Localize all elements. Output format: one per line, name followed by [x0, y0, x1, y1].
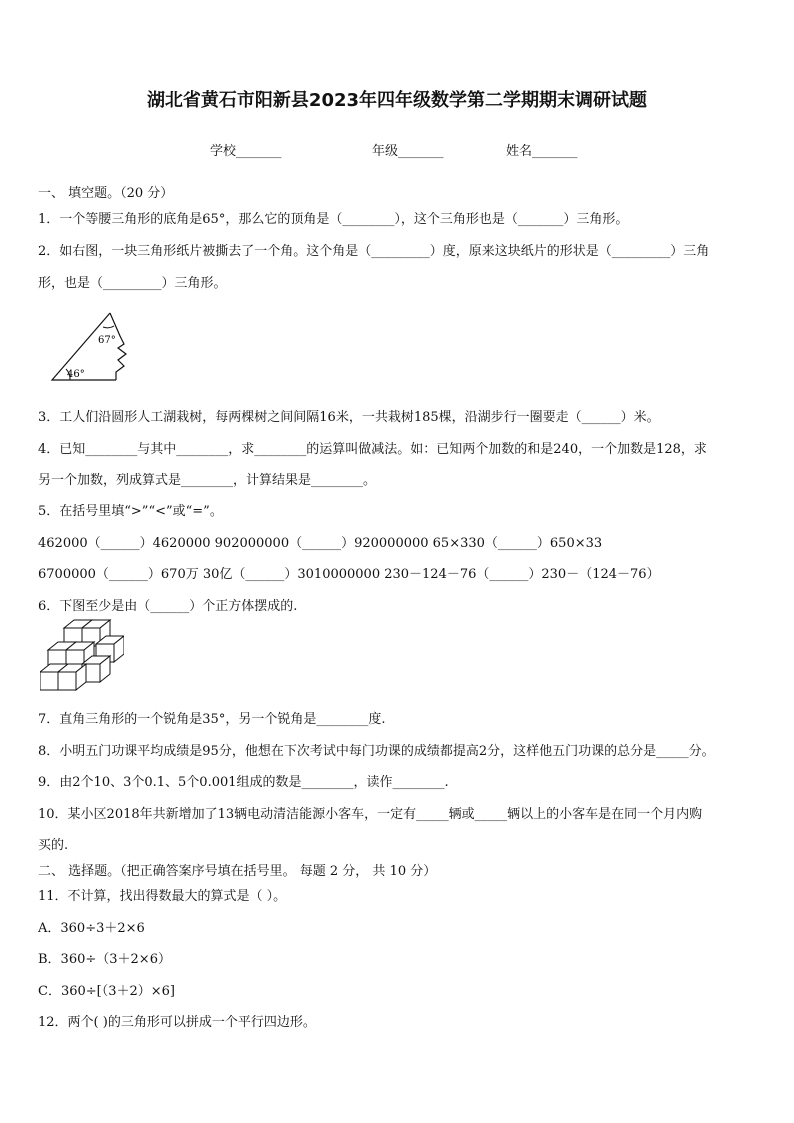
section-2-header: 二、 选择题。（把正确答案序号填在括号里。 每题 2 分， 共 10 分）	[38, 864, 437, 879]
question-11-option-a: A．360÷3＋2×6	[38, 921, 145, 936]
question-4-line-1: 4．已知________与其中________，求________的运算叫做减法。如：已知两个加数的和是240，一个加数是128，求	[38, 442, 707, 457]
question-6: 6．下图至少是由（______）个正方体摆成的.	[38, 599, 298, 614]
angle-46-label: 46°	[67, 369, 85, 380]
page-title: 湖北省黄石市阳新县2023年四年级数学第二学期期末调研试题	[146, 90, 648, 111]
question-11: 11．不计算，找出得数最大的算式是（ ）。	[38, 889, 287, 904]
school-field[interactable]: 学校_______	[210, 144, 282, 159]
cube-stack-figure	[40, 618, 124, 696]
question-1: 1．一个等腰三角形的底角是65°，那么它的顶角是（________），这个三角形也是（_______）三角形。	[38, 212, 629, 227]
grade-field[interactable]: 年级_______	[372, 144, 444, 159]
question-2-line-1: 2．如右图，一块三角形纸片被撕去了一个角。这个角是（_________）度，原来这块纸片的形状是（_________）三角	[38, 244, 710, 259]
question-5: 5．在括号里填“>”“<”或“=”。	[38, 504, 223, 519]
question-10-line-2: 买的.	[38, 838, 69, 853]
question-11-option-c: C．360÷[（3＋2）×6]	[38, 984, 176, 999]
question-5-row-2: 6700000（______）670万 30亿（______）3010000000 230－124－76（______）230－（124－76）	[38, 567, 660, 582]
question-3: 3．工人们沿圆形人工湖栽树，每两棵树之间间隔16米，一共栽树185棵，沿湖步行一圈要走（______）米。	[38, 410, 660, 425]
question-10-line-1: 10．某小区2018年共新增加了13辆电动清洁能源小客车，一定有_____辆或_____辆以上的小客车是在同一个月内购	[38, 807, 703, 822]
question-2-line-2: 形，也是（_________）三角形。	[38, 276, 227, 291]
question-9: 9．由2个10、3个0.1、5个0.001组成的数是________，读作________.	[38, 775, 449, 790]
question-12: 12．两个( )的三角形可以拼成一个平行四边形。	[38, 1015, 316, 1030]
question-4-line-2: 另一个加数，列成算式是________，计算结果是________。	[38, 473, 377, 488]
name-field[interactable]: 姓名_______	[506, 144, 578, 159]
question-5-row-1: 462000（______）4620000 902000000（______）920000000 65×330（______）650×33	[38, 536, 603, 551]
question-7: 7．直角三角形的一个锐角是35°，另一个锐角是________度.	[38, 712, 386, 727]
angle-67-label: 67°	[98, 335, 116, 346]
torn-triangle-figure	[48, 310, 132, 384]
question-11-option-b: B．360÷（3＋2×6）	[38, 952, 171, 967]
question-8: 8．小明五门功课平均成绩是95分，他想在下次考试中每门功课的成绩都提高2分，这样他五门功课的总分是_____分。	[38, 744, 715, 759]
section-1-header: 一、 填空题。（20 分）	[38, 186, 174, 201]
